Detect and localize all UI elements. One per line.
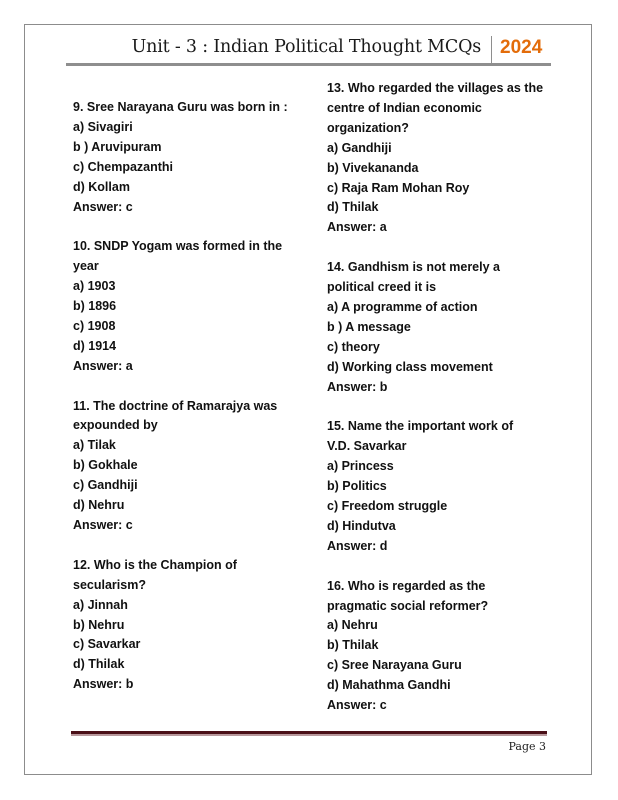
question-text: 16. Who is regarded as the [327, 578, 486, 593]
question-text: V.D. Savarkar [327, 439, 407, 454]
answer-option: c) Gandhiji [73, 478, 138, 493]
mcq-question [73, 98, 323, 217]
answer-option: a) Gandhiji [327, 140, 392, 155]
answer-option: d) Hindutva [327, 518, 396, 533]
answer-option: a) Sivagiri [73, 119, 133, 134]
answer-option: c) Sree Narayana Guru [327, 658, 462, 673]
answer-option: c) theory [327, 339, 380, 354]
header-year: 2024 [500, 37, 543, 58]
answer-option: d) Working class movement [327, 359, 493, 374]
page-header [66, 34, 551, 66]
answer-option: d) Kollam [73, 179, 130, 194]
answer-option: c) Chempazanthi [73, 159, 174, 174]
answer-option: c) 1908 [73, 318, 116, 333]
answer-key: Answer: c [327, 698, 387, 713]
mcq-question [327, 79, 577, 238]
answer-option: b ) Aruvipuram [73, 139, 162, 154]
answer-option: d) Thilak [327, 200, 379, 215]
left-column [73, 98, 323, 715]
question-text: 14. Gandhism is not merely a [327, 260, 500, 275]
question-text: secularism? [73, 577, 146, 592]
question-text: centre of Indian economic [327, 100, 482, 115]
answer-key: Answer: c [73, 199, 133, 214]
answer-option: b) Nehru [73, 617, 125, 632]
answer-option: b) Gokhale [73, 458, 138, 473]
question-text: 10. SNDP Yogam was formed in the [73, 239, 283, 254]
question-text: 11. The doctrine of Ramarajya was [73, 398, 278, 413]
mcq-question [73, 237, 323, 376]
answer-option: a) Tilak [73, 438, 116, 453]
answer-option: c) Freedom struggle [327, 499, 448, 513]
answer-key: Answer: a [73, 358, 133, 373]
mcq-question [73, 397, 323, 536]
right-column [327, 79, 577, 736]
answer-key: Answer: d [327, 538, 388, 553]
answer-option: b ) A message [327, 319, 411, 334]
answer-option: a) A programme of action [327, 299, 478, 314]
footer-rule-shadow [71, 734, 547, 736]
question-text: pragmatic social reformer? [327, 598, 489, 613]
answer-key: Answer: b [327, 379, 388, 394]
mcq-question [327, 258, 577, 397]
answer-option: c) Savarkar [73, 637, 141, 652]
answer-key: Answer: c [73, 518, 133, 532]
answer-option: b) Thilak [327, 638, 379, 653]
page-number: Page 3 [508, 740, 546, 753]
answer-option: b) Politics [327, 479, 387, 494]
mcq-question [327, 577, 577, 716]
answer-option: b) Vivekananda [327, 160, 419, 175]
answer-option: a) Princess [327, 459, 394, 474]
question-text: organization? [327, 120, 409, 135]
answer-option: d) Nehru [73, 498, 125, 513]
answer-option: a) 1903 [73, 279, 116, 294]
answer-option: a) Nehru [327, 618, 378, 633]
answer-option: d) Thilak [73, 657, 125, 672]
question-text: political creed it is [327, 280, 437, 295]
question-text: expounded by [73, 418, 158, 433]
question-text: 13. Who regarded the villages as the [327, 81, 544, 95]
question-text: year [73, 259, 99, 274]
header-title: Unit - 3 : Indian Political Thought MCQs [131, 37, 481, 57]
answer-option: d) 1914 [73, 338, 117, 353]
question-text: 9. Sree Narayana Guru was born in : [73, 100, 288, 114]
answer-option: a) Jinnah [73, 597, 128, 612]
answer-option: d) Mahathma Gandhi [327, 678, 451, 693]
answer-key: Answer: a [327, 220, 387, 235]
answer-key: Answer: b [73, 677, 134, 692]
answer-option: c) Raja Ram Mohan Roy [327, 180, 470, 195]
answer-option: b) 1896 [73, 299, 117, 314]
mcq-question [73, 556, 323, 695]
mcq-question [327, 417, 577, 556]
question-text: 15. Name the important work of [327, 419, 514, 434]
question-text: 12. Who is the Champion of [73, 557, 237, 572]
header-divider [491, 36, 492, 63]
